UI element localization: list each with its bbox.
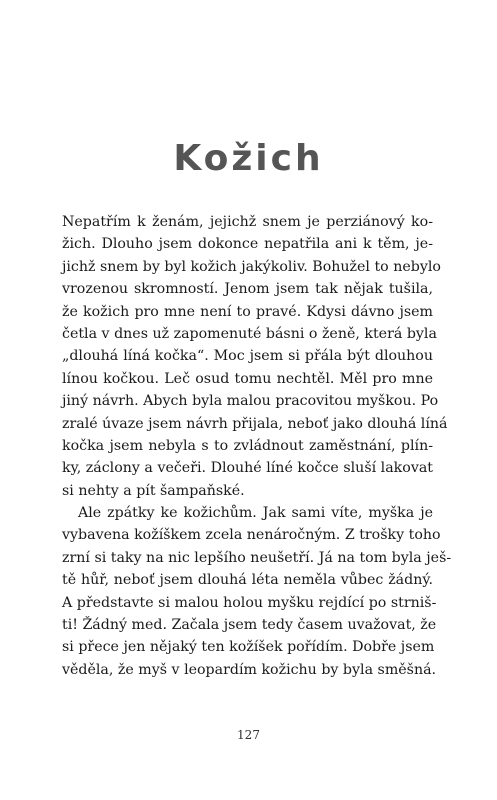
text-line: vrozenou skromností. Jenom jsem tak nějak tušila,: [62, 281, 433, 298]
body-text: [62, 211, 452, 681]
paragraph-1: [62, 211, 448, 502]
text-line: že kožich pro mne není to pravé. Kdysi dávno jsem: [62, 303, 433, 320]
text-line: žich. Dlouho jsem dokonce nepatřila ani k těm, je-: [62, 236, 433, 253]
text-line: jichž snem by byl kožich jakýkoliv. Bohužel to nebylo: [62, 258, 441, 275]
text-line: jiný návrh. Abych byla malou pracovitou myškou. Po: [62, 393, 439, 410]
text-line: ti! Žádný med. Začala jsem tedy časem uvažovat, že: [62, 617, 437, 634]
text-line: zrní si taky na nic lepšího neušetří. Já na tom byla ješ-: [62, 549, 452, 566]
text-line: línou kočkou. Leč osud tomu nechtěl. Měl pro mne: [62, 370, 433, 387]
text-line: ky, záclony a večeři. Dlouhé líné kočce sluší lakovat: [62, 460, 433, 477]
text-line: si přece jen nějaký ten kožíšek pořídím. Dobře jsem: [62, 639, 435, 656]
text-line: vybavena kožíškem zcela nenáročným. Z trošky toho: [62, 527, 441, 544]
chapter-title: Kožich: [173, 138, 324, 179]
text-line: kočka jsem nebyla s to zvládnout zaměstnání, plín-: [62, 437, 433, 454]
text-line: četla v dnes už zapomenuté básni o ženě, která byla: [62, 325, 437, 342]
text-line: zralé úvaze jsem návrh přijala, neboť jako dlouhá líná: [62, 415, 448, 432]
text-line: A představte si malou holou myšku rejdící po strniš-: [62, 594, 437, 611]
page-number: 127: [237, 728, 260, 742]
text-line: „dlouhá líná kočka“. Moc jsem si přála být dlouhou: [62, 348, 433, 365]
paragraph-2: [62, 502, 452, 681]
text-line: tě hůř, neboť jsem dlouhá léta neměla vůbec žádný.: [62, 572, 433, 589]
text-line: si nehty a pít šampaňské.: [62, 482, 245, 499]
text-line: Nepatřím k ženám, jejichž snem je perziánový ko-: [62, 214, 433, 230]
text-line: Ale zpátky ke kožichům. Jak sami víte, myška je: [78, 505, 433, 522]
text-line: věděla, že myš v leopardím kožichu by byla směšná.: [62, 661, 437, 678]
